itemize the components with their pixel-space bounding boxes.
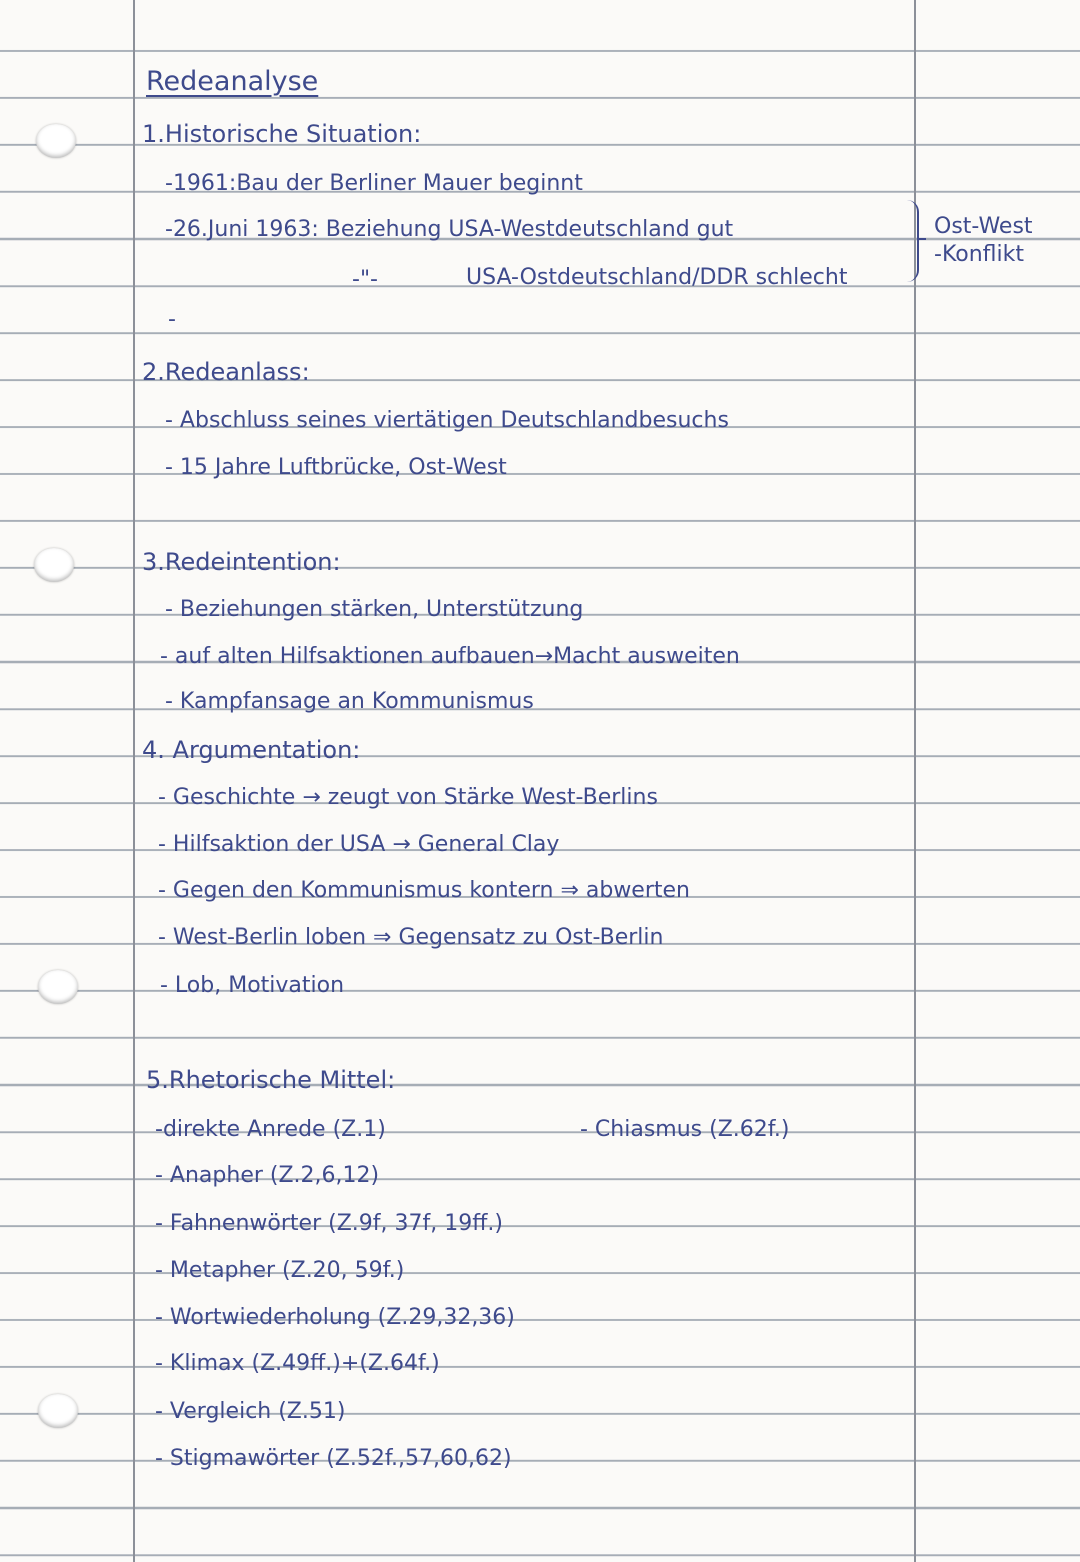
note-line: - Hilfsaktion der USA → General Clay — [158, 832, 560, 857]
note-line: - Metapher (Z.20, 59f.) — [155, 1258, 405, 1283]
note-line: - Anapher (Z.2,6,12) — [155, 1163, 380, 1188]
punch-hole — [34, 548, 74, 582]
punch-hole — [38, 1394, 78, 1428]
note-line: - 15 Jahre Luftbrücke, Ost-West — [165, 455, 507, 480]
page-title: Redeanalyse — [146, 66, 319, 97]
left-margin-line — [133, 0, 135, 1562]
section-heading-historische-situation: 1.Historische Situation: — [142, 120, 422, 148]
note-line: - — [168, 307, 176, 332]
note-line: - Geschichte → zeugt von Stärke West-Berlins — [158, 785, 658, 810]
note-line: - Fahnenwörter (Z.9f, 37f, 19ff.) — [155, 1211, 503, 1236]
note-line: USA-Ostdeutschland/DDR schlecht — [466, 265, 848, 290]
note-line: - Lob, Motivation — [160, 973, 345, 998]
note-line: -1961:Bau der Berliner Mauer beginnt — [165, 171, 583, 196]
side-note: Ost-West — [934, 214, 1033, 239]
section-heading-redeanlass: 2.Redeanlass: — [142, 358, 310, 386]
ditto-mark: -"- — [352, 267, 378, 292]
punch-hole — [38, 970, 78, 1004]
note-line: - Chiasmus (Z.62f.) — [580, 1117, 790, 1142]
note-line: - Gegen den Kommunismus kontern ⇒ abwerten — [158, 878, 690, 903]
note-line: -direkte Anrede (Z.1) — [155, 1117, 386, 1142]
note-line: - West-Berlin loben ⇒ Gegensatz zu Ost-Berlin — [158, 925, 664, 950]
note-line: - auf alten Hilfsaktionen aufbauen→Macht ausweiten — [160, 644, 740, 669]
punch-hole — [36, 124, 76, 158]
note-line: - Vergleich (Z.51) — [155, 1399, 346, 1424]
section-heading-rhetorische-mittel: 5.Rhetorische Mittel: — [146, 1066, 396, 1094]
note-line: -26.Juni 1963: Beziehung USA-Westdeutschland gut — [165, 217, 734, 242]
note-line: - Kampfansage an Kommunismus — [165, 689, 534, 714]
section-heading-redeintention: 3.Redeintention: — [142, 548, 341, 576]
note-line: - Wortwiederholung (Z.29,32,36) — [155, 1305, 515, 1330]
curly-brace — [903, 200, 919, 282]
note-line: - Stigmawörter (Z.52f.,57,60,62) — [155, 1446, 512, 1471]
note-line: - Abschluss seines viertätigen Deutschlandbesuchs — [165, 408, 729, 433]
section-heading-argumentation: 4. Argumentation: — [142, 736, 361, 764]
note-line: - Beziehungen stärken, Unterstützung — [165, 597, 584, 622]
side-note: -Konflikt — [934, 242, 1025, 267]
note-line: - Klimax (Z.49ff.)+(Z.64f.) — [155, 1351, 440, 1376]
